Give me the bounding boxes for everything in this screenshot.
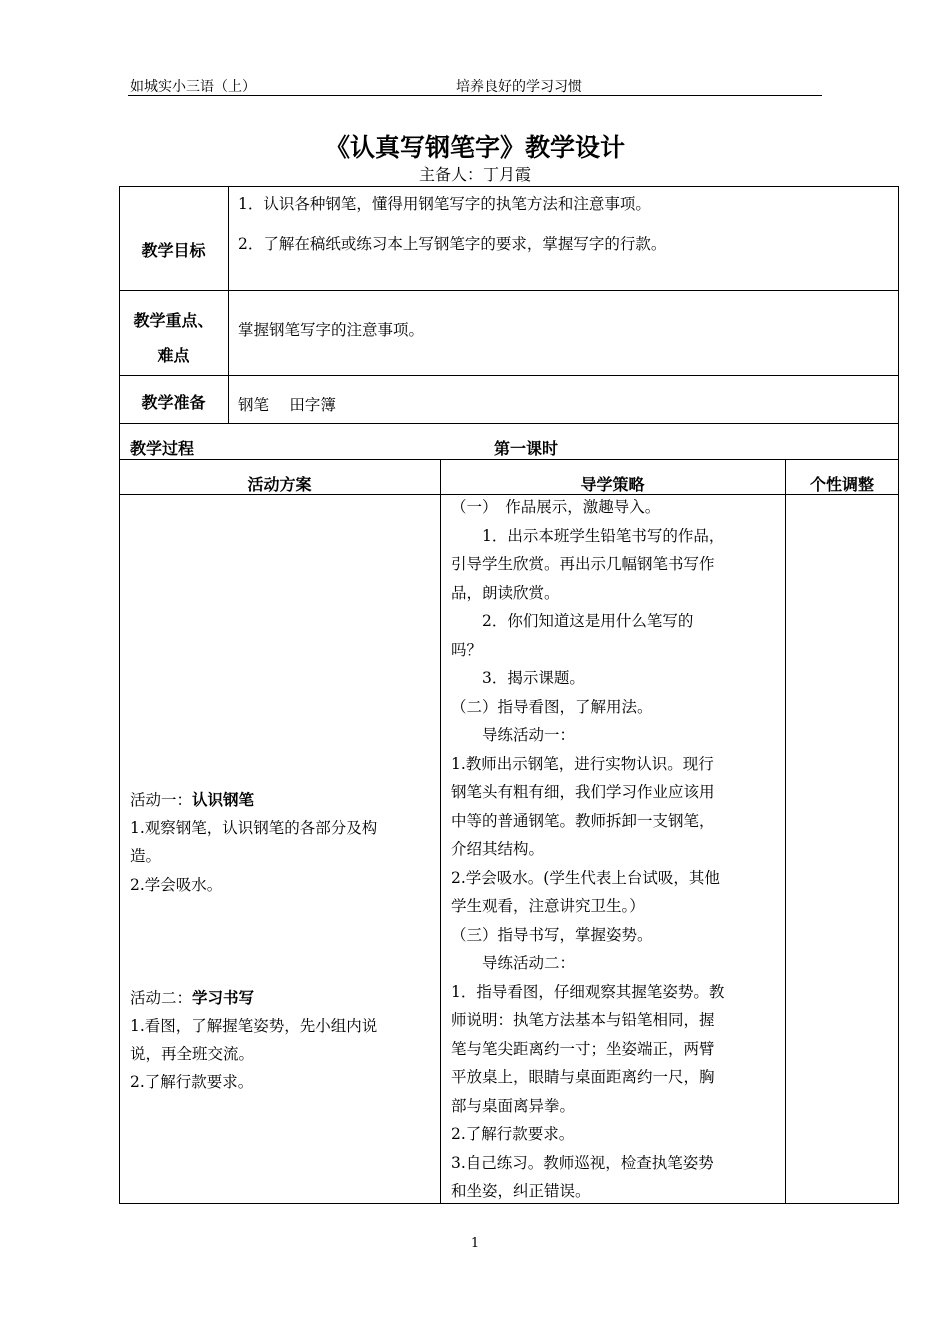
activity-two-line: 1.看图，了解握笔姿势，先小组内说 <box>130 1017 378 1035</box>
activity-one-line: 造。 <box>130 847 162 865</box>
strategy-line: 介绍其结构。 <box>451 840 545 858</box>
keypoints-content: 掌握钢笔写字的注意事项。 <box>238 321 425 339</box>
activity-one-heading <box>130 786 254 815</box>
activity-two-prefix: 活动二： <box>130 989 193 1007</box>
strategy-line: 1．指导看图，仔细观察其握笔姿势。教 <box>451 982 725 1001</box>
column-header-adjustment: 个性调整 <box>809 475 874 494</box>
process-label: 教学过程 <box>130 439 195 458</box>
strategy-line: 1．出示本班学生铅笔书写的作品， <box>451 526 725 545</box>
strategy-line: 3．揭示课题。 <box>451 669 585 687</box>
column-header-strategy: 导学策略 <box>580 475 645 494</box>
strategy-content <box>451 493 781 1206</box>
activity-two-line: 2.了解行款要求。 <box>130 1073 254 1091</box>
strategy-line: 笔与笔尖距离约一寸；坐姿端正，两臂 <box>451 1039 715 1058</box>
strategy-line: 1.教师出示钢笔，进行实物认识。现行 <box>451 754 714 773</box>
strategy-line: （三）指导书写，掌握姿势。 <box>451 925 653 944</box>
strategy-line: 部与桌面离异拳。 <box>451 1096 576 1115</box>
strategy-line: 平放桌上，眼睛与桌面距离约一尺，胸 <box>451 1068 715 1086</box>
prep-content: 钢笔 田字簿 <box>238 396 336 414</box>
strategy-line: 导练活动一： <box>451 726 576 744</box>
column-header-activity: 活动方案 <box>247 475 312 494</box>
strategy-line: 吗？ <box>451 640 483 659</box>
strategy-line: 2.了解行款要求。 <box>451 1125 575 1143</box>
strategy-line: 和坐姿，纠正错误。 <box>451 1182 591 1200</box>
strategy-line: 3.自己练习。教师巡视，检查执笔姿势 <box>451 1153 714 1172</box>
header-topic: 培养良好的学习习惯 <box>456 79 582 95</box>
strategy-line: 品，朗读欣赏。 <box>451 583 560 602</box>
strategy-line: 2.学会吸水。(学生代表上台试吸，其他 <box>451 868 720 887</box>
label-column-divider <box>228 186 229 423</box>
strategy-line: （二）指导看图，了解用法。 <box>451 697 653 716</box>
strategy-line: 2．你们知道这是用什么笔写的 <box>451 612 694 630</box>
strategy-line: 导练活动二： <box>451 954 576 972</box>
activity-two-title: 学习书写 <box>192 989 255 1007</box>
goal-item: 1．认识各种钢笔，懂得用钢笔写字的执笔方法和注意事项。 <box>238 195 651 213</box>
activity-one-line: 2.学会吸水。 <box>130 876 223 894</box>
activity-two-heading <box>130 984 254 1013</box>
session-label: 第一课时 <box>494 439 559 458</box>
header-divider <box>128 95 822 96</box>
strategy-line: 钢笔头有粗有细，我们学习作业应该用 <box>451 783 715 801</box>
row-divider <box>119 459 899 460</box>
document-title: 《认真写钢笔字》教学设计 <box>324 133 625 162</box>
row-divider <box>119 290 899 291</box>
goals-label: 教学目标 <box>141 241 206 260</box>
keypoints-label-line2: 难点 <box>157 346 190 365</box>
row-divider <box>119 423 899 424</box>
strategy-line: （一） 作品展示，激趣导入。 <box>451 498 661 516</box>
column-divider <box>785 459 786 1204</box>
author-line: 主备人：丁月霞 <box>418 165 531 184</box>
page-number: 1 <box>470 1236 480 1251</box>
activity-one-line: 1.观察钢笔，认识钢笔的各部分及构 <box>130 819 378 837</box>
strategy-line: 学生观看，注意讲究卫生。） <box>451 897 645 915</box>
header-school: 如城实小三语（上） <box>130 79 256 95</box>
row-divider <box>119 375 899 376</box>
strategy-line: 师说明：执笔方法基本与铅笔相同，握 <box>451 1011 715 1029</box>
activity-one-prefix: 活动一： <box>130 791 193 809</box>
strategy-line: 中等的普通钢笔。教师拆卸一支钢笔， <box>451 811 715 830</box>
prep-label: 教学准备 <box>141 393 206 412</box>
goal-item: 2．了解在稿纸或练习本上写钢笔字的要求，掌握写字的行款。 <box>238 235 667 253</box>
activity-one-title: 认识钢笔 <box>192 791 255 809</box>
activity-two-line: 说，再全班交流。 <box>130 1045 255 1063</box>
column-divider <box>440 459 441 1204</box>
strategy-line: 引导学生欣赏。再出示几幅钢笔书写作 <box>451 555 715 573</box>
keypoints-label-line1: 教学重点、 <box>133 311 214 330</box>
